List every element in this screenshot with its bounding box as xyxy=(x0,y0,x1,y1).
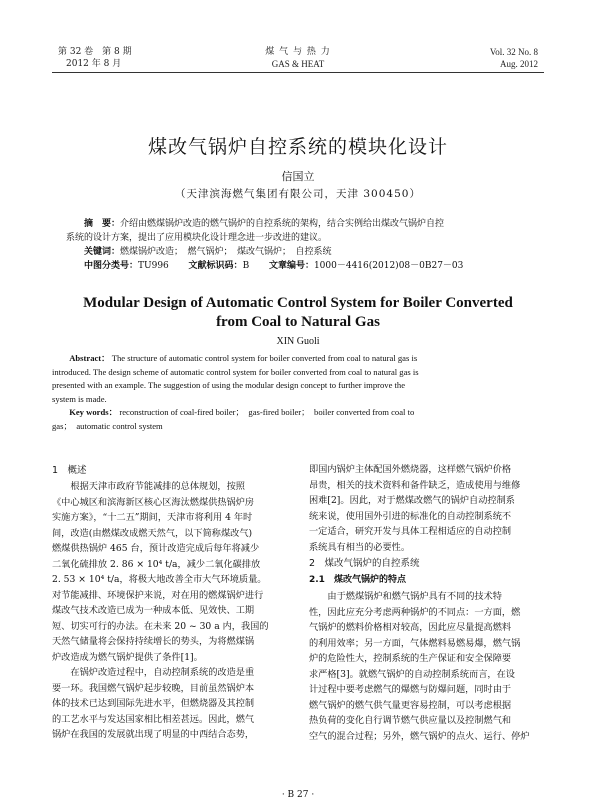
text-line: 的利用效率；另一方面，气体燃料易燃易爆，燃气锅 xyxy=(309,637,521,649)
header-journal-en: GAS & HEAT xyxy=(271,59,325,69)
abstract-cn-text-2: 系统的设计方案，提出了应用模块化设计理念进一步改进的建议。 xyxy=(66,233,328,243)
author-en: XIN Guoli xyxy=(276,336,320,347)
affiliation-cn: （天津滨海燃气集团有限公司，天津 300450） xyxy=(175,188,421,200)
header-journal-cn: 煤 气 与 热 力 xyxy=(265,47,331,57)
abstract-cn-text-1: 介绍由燃煤锅炉改造的燃气锅炉的自控系统的架构，结合实例给出煤改气锅炉自控 xyxy=(120,219,445,229)
text-line: 煤改气技术改造已成为一种成本低、见效快、工期 xyxy=(52,605,255,616)
abstract-en-label: Abstract： xyxy=(69,353,110,363)
page-number: · B 27 · xyxy=(281,790,315,800)
classification-line xyxy=(66,259,536,273)
doc-code-value: B xyxy=(242,261,250,271)
article-no-value: 1000－4416(2012)08－0B27－03 xyxy=(313,261,464,271)
title-cn: 煤改气锅炉自控系统的模块化设计 xyxy=(147,136,448,158)
text-line: 实施方案》，“十二五”期间，天津市将利用 4 年时 xyxy=(52,512,253,523)
text-line: 二氧化硫排放 2. 86 × 10⁴ t/a，减少二氧化碳排放 xyxy=(52,558,261,570)
body-right-column xyxy=(309,462,544,744)
header-right xyxy=(490,46,538,70)
abstract-en-line-2: introduced. The design scheme of automatic control system for boiler converted from coal to natural gas is xyxy=(52,366,419,377)
clc-value: TU996 xyxy=(138,261,169,271)
text-line: 天然气储量将会保持持续增长的势头，为将燃煤锅 xyxy=(52,636,255,647)
header-date-en: Aug. 2012 xyxy=(500,59,538,69)
keywords-en-line-1: reconstruction of coal-fired boiler； gas-fired boiler； boiler converted from coal to xyxy=(119,407,415,417)
text-line: 困难[2]。因此，对于燃煤改燃气的锅炉自动控制系 xyxy=(309,495,515,506)
header-rule xyxy=(52,72,544,73)
header-volume-en: Vol. 32 No. 8 xyxy=(489,47,538,57)
text-line: 间，改造(由燃煤改成燃天然气，以下简称煤改气) xyxy=(52,527,253,539)
paragraph-4 xyxy=(309,589,544,744)
text-line: 炉的危险性大，控制系统的生产保证和安全保障要 xyxy=(309,653,512,664)
text-line: 由于燃煤锅炉和燃气锅炉具有不同的技术特 xyxy=(327,591,502,602)
keywords-cn-label: 关键词： xyxy=(84,247,121,257)
abstract-en-line-1: The structure of automatic control system for boiler converted from coal to natural gas is xyxy=(111,353,418,363)
text-line: 系统具有相当的必要性。 xyxy=(309,541,411,553)
text-line: 燃气锅炉的燃气供气量更容易控制，可以考虑根据 xyxy=(309,699,512,711)
abstract-en-line-4: system is made. xyxy=(52,393,107,404)
text-line: 空气的混合过程；另外，燃气锅炉的点火、运行、停炉 xyxy=(309,730,530,742)
section-1-heading: 1 概述 xyxy=(52,465,87,476)
paragraph-1 xyxy=(52,479,287,665)
text-line: 体的技术已达到国际先进水平，但燃烧器及其控制 xyxy=(52,698,255,709)
doc-code-label: 文献标识码： xyxy=(188,261,243,271)
text-line: 求严格[3]。就燃气锅炉的自动控制系统而言，在设 xyxy=(309,668,515,680)
text-line: 燃煤供热锅炉 465 台，预计改造完成后每年将减少 xyxy=(52,543,260,554)
text-line: 昂贵，相关的技术资料和备件缺乏，造成使用与维修 xyxy=(309,479,521,491)
text-line: 短、切实可行的办法。在未来 20 ~ 30 a 内，我国的 xyxy=(52,620,269,632)
abstract-en-line-3: presented with an example. The suggestion of using the modular design concept to further improve the xyxy=(52,380,406,390)
keywords-en-label: Key words： xyxy=(69,407,118,417)
text-line: 一定适合，研究开发与具体工程相适应的自动控制 xyxy=(309,526,512,537)
text-line: 即国内锅炉主体配国外燃烧器，这样燃气锅炉价格 xyxy=(309,464,512,475)
header-date: 2012 年 8 月 xyxy=(66,59,122,69)
text-line: 炉改造成为燃气锅炉提供了条件[1]。 xyxy=(52,651,203,663)
text-line: 气锅炉的燃料价格相对较高，因此应尽量提高燃料 xyxy=(309,622,512,633)
section-2-heading: 2 煤改气锅炉的自控系统 xyxy=(309,558,420,569)
text-line: 要一环。我国燃气锅炉起步较晚，目前虽然锅炉本 xyxy=(52,682,255,694)
text-line: 《中心城区和滨海新区核心区海汰燃煤供热锅炉房 xyxy=(52,496,255,508)
text-line: 的工艺水平与发达国家相比相差甚远。因此，燃气 xyxy=(52,713,255,725)
text-line: 根据天津市政府节能减排的总体规划，按照 xyxy=(70,481,245,492)
keywords-en-line-2: gas； automatic control system xyxy=(52,420,163,431)
text-line: 对节能减排、环境保护来说，对在用的燃煤锅炉进行 xyxy=(52,589,264,601)
text-line: 在锅炉改造过程中，自动控制系统的改造是重 xyxy=(70,667,255,678)
header-volume: 第 32 卷 第 8 期 xyxy=(58,47,132,57)
title-en-line-1: Modular Design of Automatic Control System for Boiler Converted xyxy=(83,295,513,311)
article-no-label: 文章编号： xyxy=(268,261,314,271)
text-line: 热负荷的变化自行调节燃气供应量以及控制燃气和 xyxy=(309,715,512,726)
title-en xyxy=(52,294,544,332)
keywords-cn-text: 燃煤锅炉改造； 燃气锅炉； 煤改气锅炉； 自控系统 xyxy=(120,247,332,257)
abstract-cn xyxy=(66,217,536,273)
section-2-1-heading: 2.1 煤改气锅炉的特点 xyxy=(309,575,406,585)
text-line: 2. 53 × 10⁴ t/a，将极大地改善全市大气环境质量。 xyxy=(52,574,267,585)
abstract-en xyxy=(52,352,544,433)
text-line: 性，因此应充分考虑两种锅炉的不同点：一方面，燃 xyxy=(309,606,521,618)
text-line: 锅炉在我国的发展就出现了明显的中西结合态势， xyxy=(52,729,255,740)
text-line: 计过程中要考虑燃气的爆燃与防爆问题，同时由于 xyxy=(309,684,512,695)
title-en-line-2: from Coal to Natural Gas xyxy=(216,314,380,330)
clc-label: 中图分类号： xyxy=(84,261,139,271)
paragraph-3 xyxy=(309,462,544,555)
text-line: 统来说，使用国外引进的标准化的自动控制系统不 xyxy=(309,510,512,522)
abstract-cn-label: 摘 要： xyxy=(84,219,121,229)
author-cn: 信国立 xyxy=(281,170,315,183)
paragraph-2 xyxy=(52,665,287,743)
body-left-column xyxy=(52,462,287,743)
